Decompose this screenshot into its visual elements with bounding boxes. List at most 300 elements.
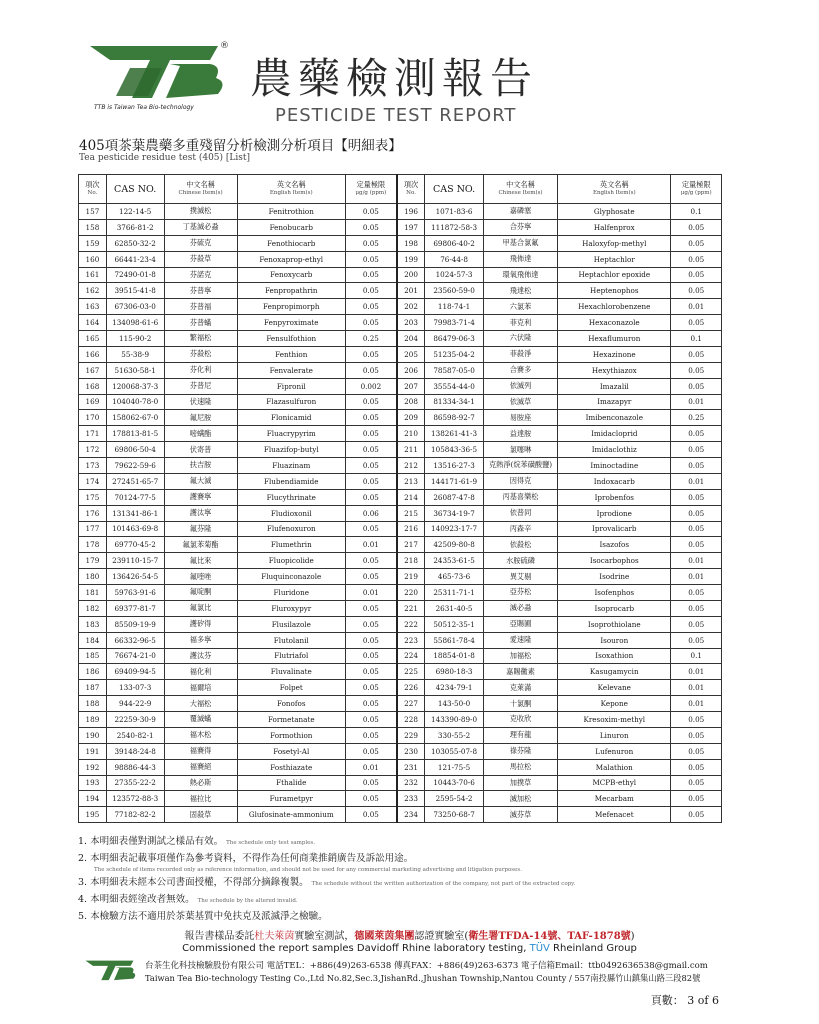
cell-no: 219 [397, 569, 425, 585]
cell-lim: 0.1 [671, 204, 722, 220]
cell-no: 188 [79, 696, 107, 712]
cell-zh: 菲克利 [483, 315, 557, 331]
cell-no: 210 [397, 426, 425, 442]
cell-no: 211 [397, 442, 425, 458]
cell-en: Iprodione [558, 505, 671, 521]
cell-zh: 氟芬隆 [164, 521, 237, 537]
cell-en: Kepone [558, 696, 671, 712]
cell-cas: 50512-35-1 [425, 616, 484, 632]
cell-cas: 23560-59-0 [425, 283, 484, 299]
col-limit: 定量極限 μg/g (ppm) [671, 175, 722, 204]
cell-no: 199 [397, 251, 425, 267]
cell-lim: 0.01 [671, 553, 722, 569]
cell-zh: 扶吉胺 [164, 458, 237, 474]
cell-lim: 0.01 [671, 394, 722, 410]
cell-cas: 123572-88-3 [106, 791, 164, 807]
table-row [79, 315, 722, 331]
cell-zh: 馬拉松 [483, 759, 557, 775]
cell-en: Imazapyr [558, 394, 671, 410]
cell-zh: 芬諾克 [164, 267, 237, 283]
cell-lim: 0.06 [345, 505, 397, 521]
cell-cas: 944-22-9 [106, 696, 164, 712]
table-row [79, 458, 722, 474]
note-4: 4. 本明細表經塗改者無效。 The schedule by the altered invalid. [78, 894, 298, 905]
commission-en: Commissioned the report samples Davidoff Rhine laboratory testing, TÜV Rheinland Group [182, 943, 637, 954]
table-row [79, 537, 722, 553]
cell-no: 222 [397, 616, 425, 632]
cell-cas: 86598-92-7 [425, 410, 484, 426]
table-row [79, 251, 722, 267]
page-number: 頁數： 3 of 6 [650, 994, 719, 1007]
cell-no: 161 [79, 267, 107, 283]
cell-no: 184 [79, 632, 107, 648]
cell-lim: 0.05 [345, 346, 397, 362]
cell-cas: 178813-81-5 [106, 426, 164, 442]
cell-en: Mecarbam [558, 791, 671, 807]
cell-lim: 0.05 [345, 489, 397, 505]
pesticide-table [78, 174, 722, 823]
cell-no: 193 [79, 775, 107, 791]
cell-lim: 0.05 [345, 680, 397, 696]
table-row [79, 442, 722, 458]
table-row [79, 696, 722, 712]
cell-lim: 0.01 [671, 473, 722, 489]
cell-en: Isocarbophos [558, 553, 671, 569]
cell-zh: 飛達松 [483, 283, 557, 299]
cell-no: 171 [79, 426, 107, 442]
cell-en: Flutolanil [237, 632, 345, 648]
table-row [79, 489, 722, 505]
cell-en: Fluquinconazole [237, 569, 345, 585]
cell-en: Flazasulfuron [237, 394, 345, 410]
cell-lim: 0.05 [345, 410, 397, 426]
table-row [79, 378, 722, 394]
cell-cas: 101463-69-8 [106, 521, 164, 537]
cell-no: 166 [79, 346, 107, 362]
cell-lim: 0.05 [345, 267, 397, 283]
cell-zh: 加福松 [483, 648, 557, 664]
cell-en: Fensulfothion [237, 331, 345, 347]
cell-en: Haloxyfop-methyl [558, 235, 671, 251]
cell-cas: 144171-61-9 [425, 473, 484, 489]
cell-en: Hexaconazole [558, 315, 671, 331]
cell-lim: 0.05 [345, 664, 397, 680]
report-title-en: PESTICIDE TEST REPORT [275, 105, 517, 126]
cell-lim: 0.05 [345, 696, 397, 712]
cell-cas: 42509-80-8 [425, 537, 484, 553]
cell-zh: 滅加松 [483, 791, 557, 807]
cell-en: Fluridone [237, 585, 345, 601]
cell-zh: 氟大滅 [164, 473, 237, 489]
col-cas: CAS NO. [106, 175, 164, 204]
cell-no: 227 [397, 696, 425, 712]
cell-lim: 0.05 [671, 378, 722, 394]
table-row [79, 267, 722, 283]
cell-cas: 465-73-6 [425, 569, 484, 585]
cell-lim: 0.05 [345, 394, 397, 410]
col-english: 英文名稱 English Item(s) [558, 175, 671, 204]
cell-cas: 85509-19-9 [106, 616, 164, 632]
cell-lim: 0.05 [345, 521, 397, 537]
commission-zh: 報告書樣品委託杜夫萊茵實驗室測試，德國萊茵集團認證實驗室(衛生署TFDA-14號、TAF-1878號) [184, 931, 635, 942]
cell-zh: 異艾剔 [483, 569, 557, 585]
cell-cas: 143-50-0 [425, 696, 484, 712]
cell-en: Flucythrinate [237, 489, 345, 505]
cell-zh: 芬普寧 [164, 283, 237, 299]
cell-en: Imibenconazole [558, 410, 671, 426]
cell-cas: 6980-18-3 [425, 664, 484, 680]
col-no: 項次 No. [397, 175, 425, 204]
cell-no: 178 [79, 537, 107, 553]
table-row [79, 569, 722, 585]
cell-no: 165 [79, 331, 107, 347]
cell-no: 162 [79, 283, 107, 299]
cell-zh: 芬普福 [164, 299, 237, 315]
cell-lim: 0.05 [671, 489, 722, 505]
cell-no: 175 [79, 489, 107, 505]
table-row [79, 426, 722, 442]
cell-no: 204 [397, 331, 425, 347]
cell-lim: 0.05 [671, 315, 722, 331]
cell-zh: 愛速隆 [483, 632, 557, 648]
cell-en: Fenothiocarb [237, 235, 345, 251]
cell-cas: 22259-30-9 [106, 712, 164, 728]
cell-no: 158 [79, 219, 107, 235]
cell-zh: 氟比來 [164, 553, 237, 569]
cell-cas: 24353-61-5 [425, 553, 484, 569]
cell-no: 212 [397, 458, 425, 474]
cell-no: 202 [397, 299, 425, 315]
table-row [79, 505, 722, 521]
table-header-row [79, 175, 722, 204]
footer-address-en: Taiwan Tea Bio-technology Testing Co.,Ltd No.82,Sec.3,JishanRd.,Jhushan Township,Nantou County / 557南投縣竹山鎮集山路三段82號 [145, 973, 701, 983]
cell-zh: 依殺松 [483, 537, 557, 553]
col-chinese: 中文名稱 Chinese Item(s) [164, 175, 237, 204]
cell-en: Fenoxycarb [237, 267, 345, 283]
cell-cas: 4234-79-1 [425, 680, 484, 696]
cell-no: 228 [397, 712, 425, 728]
cell-zh: 福化利 [164, 664, 237, 680]
cell-cas: 122-14-5 [106, 204, 164, 220]
cell-zh: 加撲草 [483, 775, 557, 791]
cell-zh: 克熱淨(烷苯磺酸鹽) [483, 458, 557, 474]
cell-lim: 0.05 [345, 775, 397, 791]
cell-en: Fludioxonil [237, 505, 345, 521]
cell-cas: 18854-01-8 [425, 648, 484, 664]
cell-lim: 0.05 [671, 743, 722, 759]
report-title-zh: 農藥檢測報告 [250, 54, 539, 103]
cell-cas: 136426-54-5 [106, 569, 164, 585]
cell-en: Hexaflumuron [558, 331, 671, 347]
cell-zh: 亞芬松 [483, 585, 557, 601]
cell-cas: 73250-68-7 [425, 807, 484, 823]
cell-en: Isoprothiolane [558, 616, 671, 632]
cell-cas: 3766-81-2 [106, 219, 164, 235]
cell-zh: 氯噻啉 [483, 442, 557, 458]
cell-cas: 104040-78-0 [106, 394, 164, 410]
cell-cas: 76674-21-0 [106, 648, 164, 664]
col-limit: 定量極限 μg/g (ppm) [345, 175, 397, 204]
cell-no: 176 [79, 505, 107, 521]
cell-en: Glyphosate [558, 204, 671, 220]
cell-cas: 69377-81-7 [106, 600, 164, 616]
table-row [79, 331, 722, 347]
cell-lim: 0.05 [671, 442, 722, 458]
cell-en: Iprobenfos [558, 489, 671, 505]
cell-lim: 0.05 [345, 235, 397, 251]
cell-lim: 0.05 [345, 616, 397, 632]
cell-en: Fluacrypyrim [237, 426, 345, 442]
table-row [79, 346, 722, 362]
cell-lim: 0.05 [671, 426, 722, 442]
cell-cas: 25311-71-1 [425, 585, 484, 601]
cell-lim: 0.05 [345, 743, 397, 759]
cell-cas: 143390-89-0 [425, 712, 484, 728]
col-no: 項次 No. [79, 175, 107, 204]
cell-cas: 239110-15-7 [106, 553, 164, 569]
cell-no: 217 [397, 537, 425, 553]
cell-cas: 134098-61-6 [106, 315, 164, 331]
table-row [79, 283, 722, 299]
cell-zh: 覆滅蟎 [164, 712, 237, 728]
cell-cas: 26087-47-8 [425, 489, 484, 505]
cell-cas: 98886-44-3 [106, 759, 164, 775]
cell-lim: 0.05 [345, 251, 397, 267]
table-row [79, 235, 722, 251]
cell-lim: 0.01 [345, 585, 397, 601]
cell-cas: 158062-67-0 [106, 410, 164, 426]
cell-lim: 0.01 [671, 664, 722, 680]
cell-no: 189 [79, 712, 107, 728]
cell-en: Iminoctadine [558, 458, 671, 474]
table-row [79, 362, 722, 378]
cell-cas: 77182-82-2 [106, 807, 164, 823]
cell-cas: 59763-91-6 [106, 585, 164, 601]
cell-lim: 0.05 [345, 569, 397, 585]
cell-cas: 27355-22-2 [106, 775, 164, 791]
cell-zh: 芬普蟎 [164, 315, 237, 331]
note-1: 1. 本明細表僅對測試之樣品有效。 The schedule only test samples. [78, 836, 316, 847]
note-2-sub: The schedule of items recorded only as reference information, and should not be used for any commercial marketing advertising and litigation purposes. [94, 867, 522, 873]
cell-no: 234 [397, 807, 425, 823]
cell-zh: 氟尼胺 [164, 410, 237, 426]
cell-zh: 福木松 [164, 727, 237, 743]
cell-lim: 0.05 [671, 727, 722, 743]
cell-en: Fenobucarb [237, 219, 345, 235]
cell-cas: 81334-34-1 [425, 394, 484, 410]
cell-en: Flutriafol [237, 648, 345, 664]
cell-cas: 86479-06-3 [425, 331, 484, 347]
table-row [79, 648, 722, 664]
cell-en: Iprovalicarb [558, 521, 671, 537]
table-row [79, 585, 722, 601]
list-title: 405項茶葉農藥多重殘留分析檢測分析項目【明細表】 [79, 138, 402, 154]
table-row [79, 791, 722, 807]
list-title-en: Tea pesticide residue test (405) [List] [79, 153, 251, 163]
cell-lim: 0.05 [345, 632, 397, 648]
cell-en: Fosetyl-Al [237, 743, 345, 759]
cell-lim: 0.05 [671, 458, 722, 474]
cell-en: Isofenphos [558, 585, 671, 601]
cell-lim: 0.05 [671, 632, 722, 648]
cell-cas: 78587-05-0 [425, 362, 484, 378]
cell-lim: 0.05 [345, 458, 397, 474]
cell-lim: 0.25 [671, 410, 722, 426]
cell-zh: 依普同 [483, 505, 557, 521]
cell-cas: 13516-27-3 [425, 458, 484, 474]
cell-no: 183 [79, 616, 107, 632]
footer-contact-zh: 台茶生化科技檢驗股份有限公司 電話TEL：+886(49)263-6538 傳真FAX：+886(49)263-6373 電子信箱Email：ttb0492636538@gmail.com [145, 961, 708, 971]
cell-cas: 69806-40-2 [425, 235, 484, 251]
cell-zh: 福賽絕 [164, 759, 237, 775]
cell-lim: 0.05 [671, 600, 722, 616]
cell-cas: 55861-78-4 [425, 632, 484, 648]
cell-lim: 0.05 [345, 442, 397, 458]
cell-cas: 138261-41-3 [425, 426, 484, 442]
cell-lim: 0.05 [671, 251, 722, 267]
cell-zh: 氟喹唑 [164, 569, 237, 585]
cell-en: Fluvalinate [237, 664, 345, 680]
cell-lim: 0.05 [671, 537, 722, 553]
cell-no: 196 [397, 204, 425, 220]
cell-no: 209 [397, 410, 425, 426]
cell-en: Flufenoxuron [237, 521, 345, 537]
cell-no: 157 [79, 204, 107, 220]
cell-lim: 0.01 [671, 299, 722, 315]
cell-zh: 撲滅松 [164, 204, 237, 220]
cell-lim: 0.01 [671, 569, 722, 585]
cell-zh: 福賽得 [164, 743, 237, 759]
cell-zh: 理有龍 [483, 727, 557, 743]
cell-lim: 0.05 [671, 807, 722, 823]
cell-en: Isouron [558, 632, 671, 648]
notes-section [78, 834, 738, 924]
cell-no: 177 [79, 521, 107, 537]
table-row [79, 521, 722, 537]
cell-zh: 依滅列 [483, 378, 557, 394]
table-row [79, 807, 722, 823]
cell-en: Hexythiazox [558, 362, 671, 378]
cell-no: 194 [79, 791, 107, 807]
cell-cas: 39148-24-8 [106, 743, 164, 759]
table-row [79, 473, 722, 489]
cell-en: Fenpropathrin [237, 283, 345, 299]
cell-en: Isazofos [558, 537, 671, 553]
cell-lim: 0.05 [671, 521, 722, 537]
cell-lim: 0.05 [671, 235, 722, 251]
cell-no: 230 [397, 743, 425, 759]
cell-cas: 330-55-2 [425, 727, 484, 743]
cell-lim: 0.05 [345, 473, 397, 489]
table-row [79, 616, 722, 632]
cell-en: Fluopicolide [237, 553, 345, 569]
cell-no: 173 [79, 458, 107, 474]
cell-zh: 合芬寧 [483, 219, 557, 235]
cell-no: 182 [79, 600, 107, 616]
cell-no: 164 [79, 315, 107, 331]
cell-no: 214 [397, 489, 425, 505]
cell-cas: 2595-54-2 [425, 791, 484, 807]
cell-en: Malathion [558, 759, 671, 775]
cell-cas: 1071-83-6 [425, 204, 484, 220]
cell-zh: 丙基喜樂松 [483, 489, 557, 505]
cell-lim: 0.05 [671, 267, 722, 283]
cell-zh: 因得克 [483, 473, 557, 489]
cell-zh: 飛佈達 [483, 251, 557, 267]
table-row [79, 727, 722, 743]
cell-lim: 0.05 [671, 759, 722, 775]
cell-no: 206 [397, 362, 425, 378]
cell-no: 216 [397, 521, 425, 537]
cell-en: Indoxacarb [558, 473, 671, 489]
cell-cas: 2631-40-5 [425, 600, 484, 616]
ttb-logo [70, 38, 230, 108]
cell-zh: 丁基滅必蝨 [164, 219, 237, 235]
cell-lim: 0.05 [671, 616, 722, 632]
cell-no: 224 [397, 648, 425, 664]
cell-zh: 克收欣 [483, 712, 557, 728]
cell-cas: 69806-50-4 [106, 442, 164, 458]
cell-en: Fipronil [237, 378, 345, 394]
cell-cas: 121-75-5 [425, 759, 484, 775]
cell-en: Heptenophos [558, 283, 671, 299]
cell-no: 181 [79, 585, 107, 601]
col-chinese: 中文名稱 Chinese Item(s) [483, 175, 557, 204]
cell-en: Hexazinone [558, 346, 671, 362]
cell-zh: 十氯酮 [483, 696, 557, 712]
cell-zh: 大福松 [164, 696, 237, 712]
table-row [79, 775, 722, 791]
cell-lim: 0.05 [345, 299, 397, 315]
cell-zh: 菲殺淨 [483, 346, 557, 362]
cell-lim: 0.05 [345, 283, 397, 299]
cell-lim: 0.05 [671, 505, 722, 521]
cell-en: Kresoxim-methyl [558, 712, 671, 728]
cell-en: Halfenprox [558, 219, 671, 235]
cell-en: Fenpyroximate [237, 315, 345, 331]
note-5: 5. 本檢驗方法不適用於茶葉基質中免扶克及派滅淨之檢驗。 [78, 911, 328, 922]
cell-no: 170 [79, 410, 107, 426]
cell-lim: 0.05 [671, 791, 722, 807]
cell-zh: 芬普尼 [164, 378, 237, 394]
cell-zh: 護汰寧 [164, 505, 237, 521]
cell-no: 168 [79, 378, 107, 394]
cell-cas: 55-38-9 [106, 346, 164, 362]
cell-lim: 0.05 [345, 712, 397, 728]
cell-no: 208 [397, 394, 425, 410]
cell-zh: 嘉磷塞 [483, 204, 557, 220]
cell-en: Isoxathion [558, 648, 671, 664]
cell-lim: 0.05 [671, 346, 722, 362]
cell-zh: 六伏隆 [483, 331, 557, 347]
cell-zh: 益達胺 [483, 426, 557, 442]
cell-cas: 66332-96-5 [106, 632, 164, 648]
table-row [79, 680, 722, 696]
cell-zh: 芬殺松 [164, 346, 237, 362]
cell-no: 195 [79, 807, 107, 823]
cell-zh: 六氯苯 [483, 299, 557, 315]
cell-no: 220 [397, 585, 425, 601]
cell-cas: 1024-57-3 [425, 267, 484, 283]
cell-zh: 伏速隆 [164, 394, 237, 410]
svg-text:®: ® [220, 41, 229, 51]
cell-no: 226 [397, 680, 425, 696]
cell-no: 160 [79, 251, 107, 267]
cell-zh: 易胺座 [483, 410, 557, 426]
cell-zh: 護矽得 [164, 616, 237, 632]
cell-lim: 0.05 [345, 315, 397, 331]
cell-cas: 39515-41-8 [106, 283, 164, 299]
